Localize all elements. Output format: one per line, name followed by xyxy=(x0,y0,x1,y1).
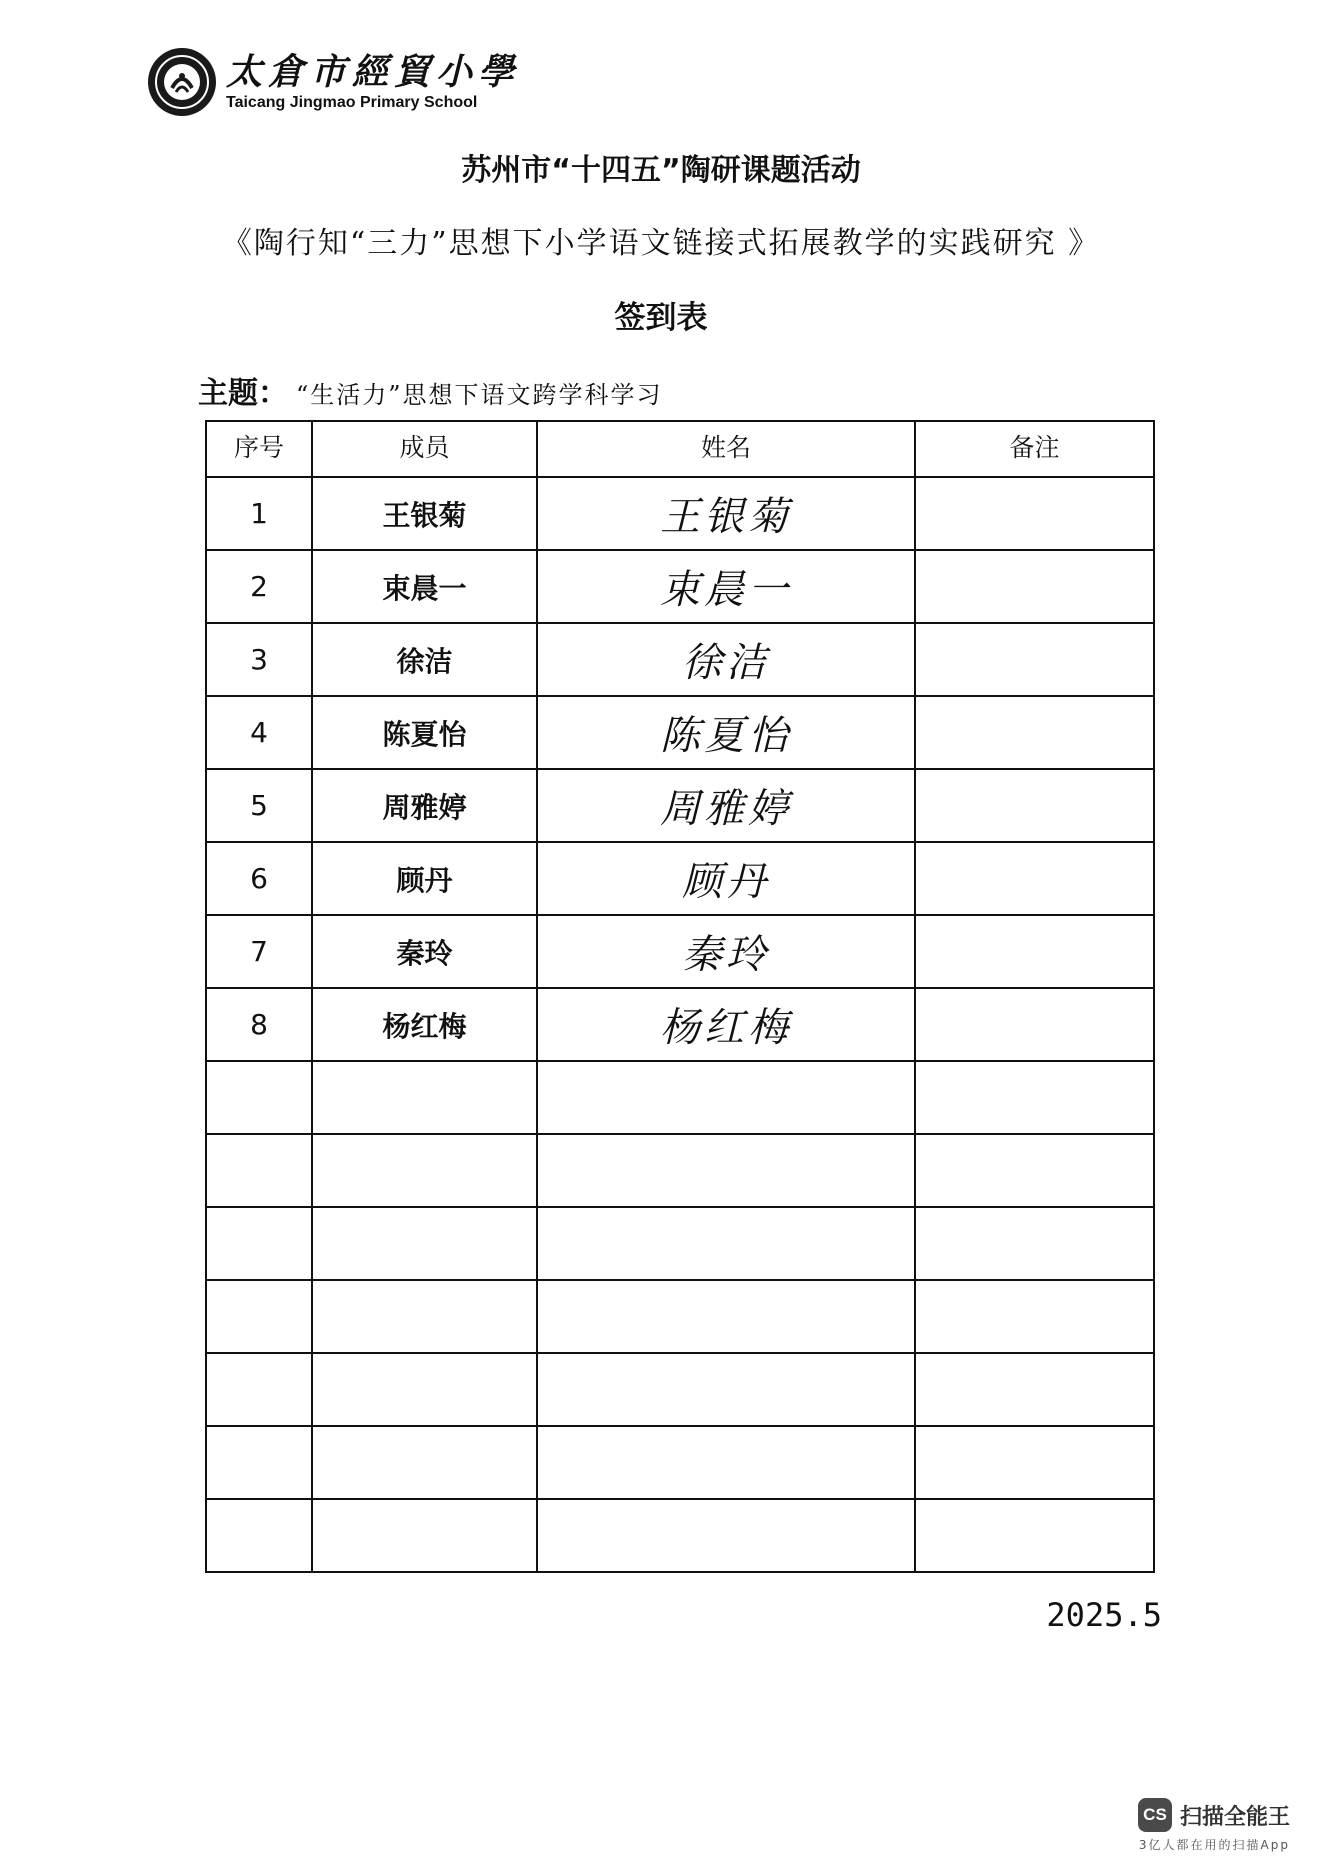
note xyxy=(915,623,1154,696)
signature xyxy=(537,1426,915,1499)
note xyxy=(915,1134,1154,1207)
member-name: 束晨一 xyxy=(312,550,537,623)
note xyxy=(915,477,1154,550)
member-name: 杨红梅 xyxy=(312,988,537,1061)
row-number: 4 xyxy=(206,696,312,769)
camscanner-logo-icon: CS xyxy=(1138,1798,1172,1832)
member-name: 顾丹 xyxy=(312,842,537,915)
row-number: 1 xyxy=(206,477,312,550)
signature xyxy=(537,477,915,550)
member-name: 王银菊 xyxy=(312,477,537,550)
row-number: 8 xyxy=(206,988,312,1061)
row-number xyxy=(206,1207,312,1280)
signature xyxy=(537,1061,915,1134)
handwritten-signature: 秦玲 xyxy=(682,932,770,978)
handwritten-signature: 周雅婷 xyxy=(660,786,792,832)
row-number xyxy=(206,1280,312,1353)
table-row xyxy=(206,915,1154,988)
note xyxy=(915,1280,1154,1353)
member-name: 秦玲 xyxy=(312,915,537,988)
row-number: 7 xyxy=(206,915,312,988)
sign-in-table xyxy=(205,420,1155,1573)
table-row xyxy=(206,1426,1154,1499)
table-row xyxy=(206,1207,1154,1280)
note xyxy=(915,1426,1154,1499)
header-no: 序号 xyxy=(206,421,312,477)
row-number xyxy=(206,1426,312,1499)
theme-label: 主题： xyxy=(198,376,288,411)
school-name-cn: 太倉市經貿小學 xyxy=(226,51,521,93)
member-name: 周雅婷 xyxy=(312,769,537,842)
watermark-slogan: 3亿人都在用的扫描App xyxy=(1138,1838,1290,1852)
note xyxy=(915,769,1154,842)
signature xyxy=(537,623,915,696)
member-name xyxy=(312,1499,537,1572)
signature xyxy=(537,988,915,1061)
signature xyxy=(537,1280,915,1353)
note xyxy=(915,1499,1154,1572)
table-row xyxy=(206,1061,1154,1134)
row-number xyxy=(206,1061,312,1134)
row-number xyxy=(206,1134,312,1207)
handwritten-signature: 陈夏怡 xyxy=(660,713,792,759)
note xyxy=(915,915,1154,988)
header-member: 成员 xyxy=(312,421,537,477)
signature xyxy=(537,769,915,842)
handwritten-signature: 束晨一 xyxy=(660,567,792,613)
member-name: 徐洁 xyxy=(312,623,537,696)
table-row xyxy=(206,550,1154,623)
signature xyxy=(537,1134,915,1207)
signature xyxy=(537,915,915,988)
member-name xyxy=(312,1134,537,1207)
member-name xyxy=(312,1426,537,1499)
signature xyxy=(537,842,915,915)
note xyxy=(915,988,1154,1061)
row-number: 5 xyxy=(206,769,312,842)
note xyxy=(915,696,1154,769)
signature xyxy=(537,1207,915,1280)
member-name xyxy=(312,1280,537,1353)
scanner-watermark xyxy=(1138,1798,1290,1853)
table-row xyxy=(206,623,1154,696)
signature xyxy=(537,1353,915,1426)
note xyxy=(915,1061,1154,1134)
handwritten-signature: 杨红梅 xyxy=(660,1005,792,1051)
school-logo xyxy=(148,48,520,116)
handwritten-signature: 徐洁 xyxy=(682,640,770,686)
row-number: 6 xyxy=(206,842,312,915)
signature xyxy=(537,550,915,623)
theme-value: “生活力”思想下语文跨学科学习 xyxy=(296,381,663,409)
school-name-en: Taicang Jingmao Primary School xyxy=(226,94,478,111)
school-emblem-icon xyxy=(148,48,216,116)
watermark-app-name: 扫描全能王 xyxy=(1179,1804,1290,1830)
sheet-title: 签到表 xyxy=(614,300,708,336)
table-row xyxy=(206,988,1154,1061)
table-row xyxy=(206,477,1154,550)
table-row xyxy=(206,769,1154,842)
note xyxy=(915,550,1154,623)
table-row xyxy=(206,842,1154,915)
table-row xyxy=(206,696,1154,769)
table-row xyxy=(206,1134,1154,1207)
handwritten-signature: 顾丹 xyxy=(682,859,770,905)
table-row xyxy=(206,1499,1154,1572)
date: 2025.5 xyxy=(1046,1596,1162,1634)
member-name xyxy=(312,1061,537,1134)
note xyxy=(915,1207,1154,1280)
signature xyxy=(537,1499,915,1572)
member-name xyxy=(312,1207,537,1280)
research-title: 《陶行知“三力”思想下小学语文链接式拓展教学的实践研究 》 xyxy=(221,226,1101,261)
member-name: 陈夏怡 xyxy=(312,696,537,769)
table-row xyxy=(206,1353,1154,1426)
header-note: 备注 xyxy=(915,421,1154,477)
note xyxy=(915,1353,1154,1426)
row-number: 3 xyxy=(206,623,312,696)
row-number: 2 xyxy=(206,550,312,623)
table-header-row xyxy=(206,421,1154,477)
theme-line xyxy=(198,368,663,412)
row-number xyxy=(206,1499,312,1572)
handwritten-signature: 王银菊 xyxy=(660,494,792,540)
table-row xyxy=(206,1280,1154,1353)
signature xyxy=(537,696,915,769)
member-name xyxy=(312,1353,537,1426)
note xyxy=(915,842,1154,915)
activity-title: 苏州市“十四五”陶研课题活动 xyxy=(461,153,861,188)
header-name: 姓名 xyxy=(537,421,915,477)
row-number xyxy=(206,1353,312,1426)
